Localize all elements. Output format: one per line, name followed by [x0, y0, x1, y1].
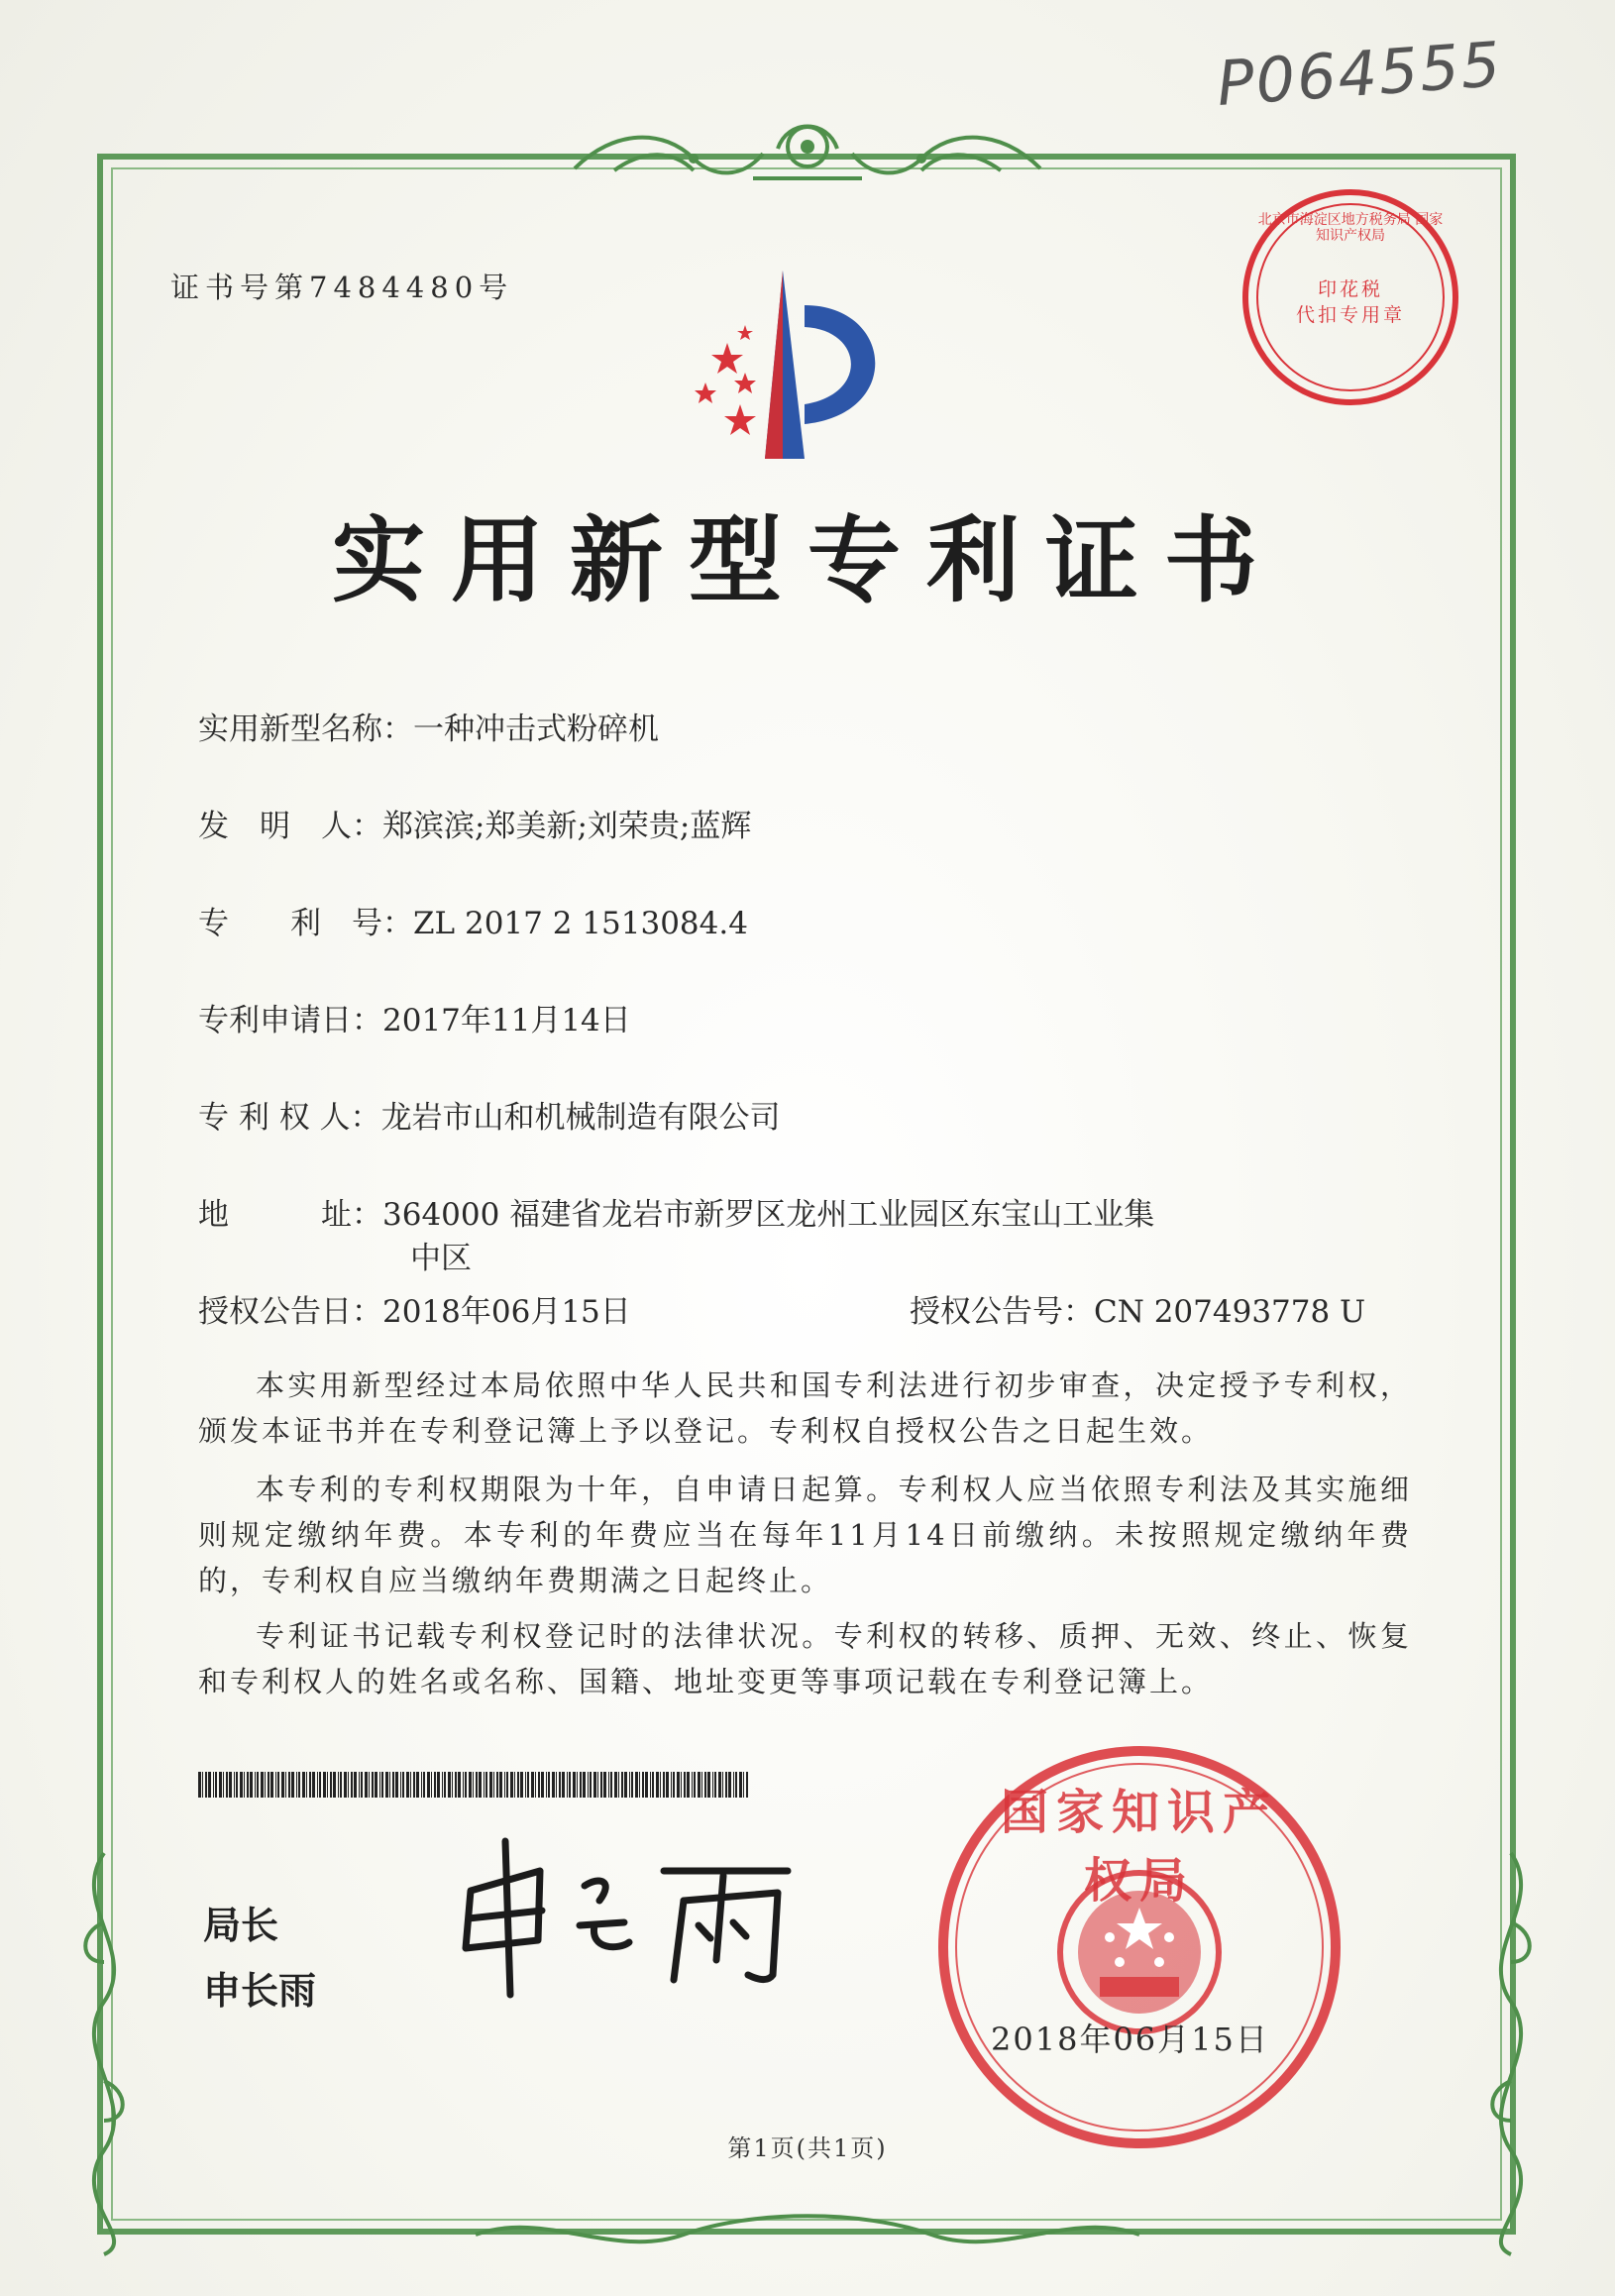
field-grant-number — [910, 1292, 1365, 1332]
field-patent-number — [198, 904, 748, 943]
field-label: 专 利 权 人： — [198, 1100, 381, 1136]
bottom-ornament-icon — [466, 2210, 1149, 2259]
field-patentee — [198, 1098, 781, 1138]
certificate-number: 证书号第7484480号 — [170, 271, 514, 304]
field-label: 实用新型名称： — [198, 711, 413, 747]
field-grant-date — [198, 1292, 631, 1332]
patent-office-logo-icon — [666, 266, 923, 464]
page-title: 实用新型专利证书 — [331, 506, 1283, 615]
field-value: 2018年06月15日 — [382, 1294, 631, 1330]
seal-date: 2018年06月15日 — [991, 2021, 1269, 2058]
field-value: ZL 2017 2 1513084.4 — [413, 906, 748, 941]
field-label: 授权公告号： — [910, 1294, 1094, 1330]
barcode-icon — [198, 1772, 753, 1798]
field-address — [198, 1195, 1154, 1235]
signatory-title: 局长 — [203, 1904, 279, 1947]
field-label: 地 址： — [198, 1197, 382, 1233]
field-value: 龙岩市山和机械制造有限公司 — [380, 1100, 781, 1136]
field-label: 专利申请日： — [198, 1003, 382, 1039]
tax-stamp-line1: 印花税 — [1317, 278, 1383, 300]
paragraph-2: 本专利的专利权期限为十年，自申请日起算。专利权人应当依照专利法及其实施细则规定缴纳年费。本专利的年费应当在每年11月14日前缴纳。未按照规定缴纳年费的，专利权自应当缴纳年费期满之日起终止。 — [198, 1473, 1412, 1597]
field-label: 发 明 人： — [198, 809, 382, 844]
page-footer: 第1页(共1页) — [727, 2134, 888, 2162]
paragraph-1: 本实用新型经过本局依照中华人民共和国专利法进行初步审查，决定授予专利权，颁发本证书并在专利登记簿上予以登记。专利权自授权公告之日起生效。 — [198, 1368, 1412, 1448]
tax-stamp-ring-text: 北京市海淀区地方税务局 国家知识产权局 — [1257, 212, 1444, 244]
seal-text: 国家知识产权局 — [1000, 1785, 1278, 1909]
left-bottom-ornament-icon — [59, 1843, 149, 2259]
field-value: 郑滨滨;郑美新;刘荣贵;蓝辉 — [382, 809, 752, 844]
field-value: CN 207493778 U — [1094, 1294, 1366, 1330]
field-utility-model-name — [198, 710, 659, 749]
tax-stamp-line2: 代扣专用章 — [1295, 304, 1405, 326]
field-value: 一种冲击式粉碎机 — [413, 711, 659, 747]
paragraph-3: 专利证书记载专利权登记时的法律状况。专利权的转移、质押、无效、终止、恢复和专利权人的姓名或名称、国籍、地址变更等事项记载在专利登记簿上。 — [198, 1619, 1412, 1698]
field-address-line2: 中区 — [410, 1241, 472, 1276]
top-ornament-icon — [555, 109, 1060, 198]
field-label: 专 利 号： — [198, 906, 413, 941]
handwritten-note: P064555 — [1214, 28, 1505, 120]
field-value: 2017年11月14日 — [382, 1003, 631, 1039]
field-value: 364000 福建省龙岩市新罗区龙州工业园区东宝山工业集 — [382, 1197, 1155, 1233]
field-filing-date — [198, 1001, 631, 1040]
field-label: 授权公告日： — [198, 1294, 382, 1330]
director-signature — [451, 1831, 808, 2000]
signatory-name: 申长雨 — [203, 1969, 317, 2013]
field-inventor — [198, 807, 751, 846]
right-bottom-ornament-icon — [1466, 1843, 1556, 2259]
